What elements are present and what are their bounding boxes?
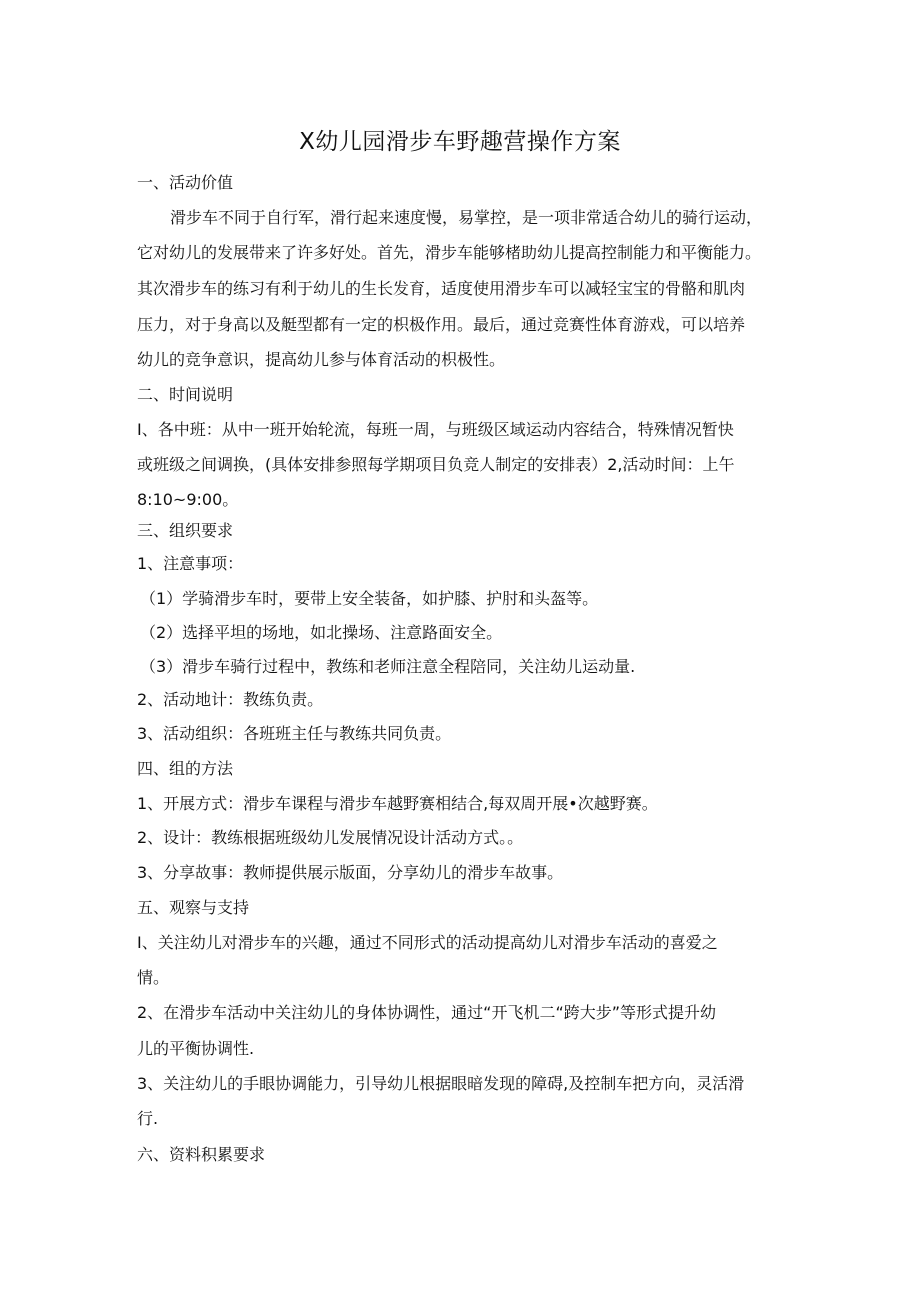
section-heading-organization: 三、组织要求 xyxy=(137,521,234,540)
paragraph-line: 或班级之间调换，(具体安排参照每学期项目负竞人制定的安排表）2,活动时间：上午 xyxy=(137,455,735,474)
list-item: 1、注意事项： xyxy=(137,554,244,573)
section-heading-time: 二、时间说明 xyxy=(137,385,234,404)
paragraph-line: 8:10~9:00。 xyxy=(137,490,239,509)
list-item-continuation: 儿的平衡协调性. xyxy=(137,1039,255,1058)
list-item: 2、活动地计：教练负责。 xyxy=(137,690,324,709)
section-heading-materials: 六、资料积累要求 xyxy=(137,1145,266,1164)
list-item-continuation: 行. xyxy=(137,1109,159,1128)
list-item: I、关注幼儿对滑步车的兴趣，通过不同形式的活动提高幼儿对滑步车活动的喜爱之 xyxy=(137,933,718,952)
list-item: 2、设计：教练根据班级幼儿发展情况设计活动方式。。 xyxy=(137,828,524,847)
section-heading-observation: 五、观察与支持 xyxy=(137,898,250,917)
paragraph-line: 它对幼儿的发展带来了许多好处。首先，滑步车能够楮助幼儿提高控制能力和平衡能力。 xyxy=(137,243,762,262)
list-item: 3、分享故事：教师提供展示版面，分享幼儿的滑步车故事。 xyxy=(137,863,564,882)
paragraph-line: 其次滑步车的练习有利于幼儿的生长发育，适度使用滑步车可以减轻宝宝的骨骼和肌肉 xyxy=(137,279,746,298)
list-item: （2）选择平坦的场地，如北操场、注意路面安全。 xyxy=(140,623,503,642)
list-item: 3、关注幼儿的手眼协调能力，引导幼儿根据眼暗发现的障碍,及控制车把方向，灵活滑 xyxy=(137,1074,745,1093)
section-heading-methods: 四、组的方法 xyxy=(137,759,234,778)
document-title: X幼儿园滑步车野趣营操作方案 xyxy=(299,129,621,155)
paragraph-line: I、各中班：从中一班开始轮流，每班一周，与班级区域运动内容结合，特殊情况暂快 xyxy=(137,420,734,439)
list-item: 3、活动组织：各班班主任与教练共同负责。 xyxy=(137,724,452,743)
paragraph-line: 滑步车不同于自行军，滑行起来速度慢，易掌控，是一项非常适合幼儿的骑行运动， xyxy=(170,208,763,227)
list-item: 2、在滑步车活动中关注幼儿的身体协调性，通过“开飞机二“跨大步”等形式提升幼 xyxy=(137,1003,717,1022)
paragraph-line: 幼儿的竞争意识，提高幼儿参与体育活动的枳极性。 xyxy=(137,350,506,369)
list-item: （3）滑步车骑行过程中，教练和老师注意全程陪同，关注幼儿运动量. xyxy=(140,657,636,676)
list-item: （1）学骑滑步车时，要带上安全装备，如护膝、护肘和头盔等。 xyxy=(140,589,599,608)
list-item-continuation: 情。 xyxy=(137,968,170,987)
section-heading-activity-value: 一、活动价值 xyxy=(137,173,234,192)
list-item: 1、开展方式：滑步车课程与滑步车越野赛相结合,每双周开展•次越野赛。 xyxy=(137,794,658,813)
paragraph-line: 压力，对于身高以及艇型都有一定的枳极作用。最后，通过竞赛性体育游戏，可以培养 xyxy=(137,315,746,334)
